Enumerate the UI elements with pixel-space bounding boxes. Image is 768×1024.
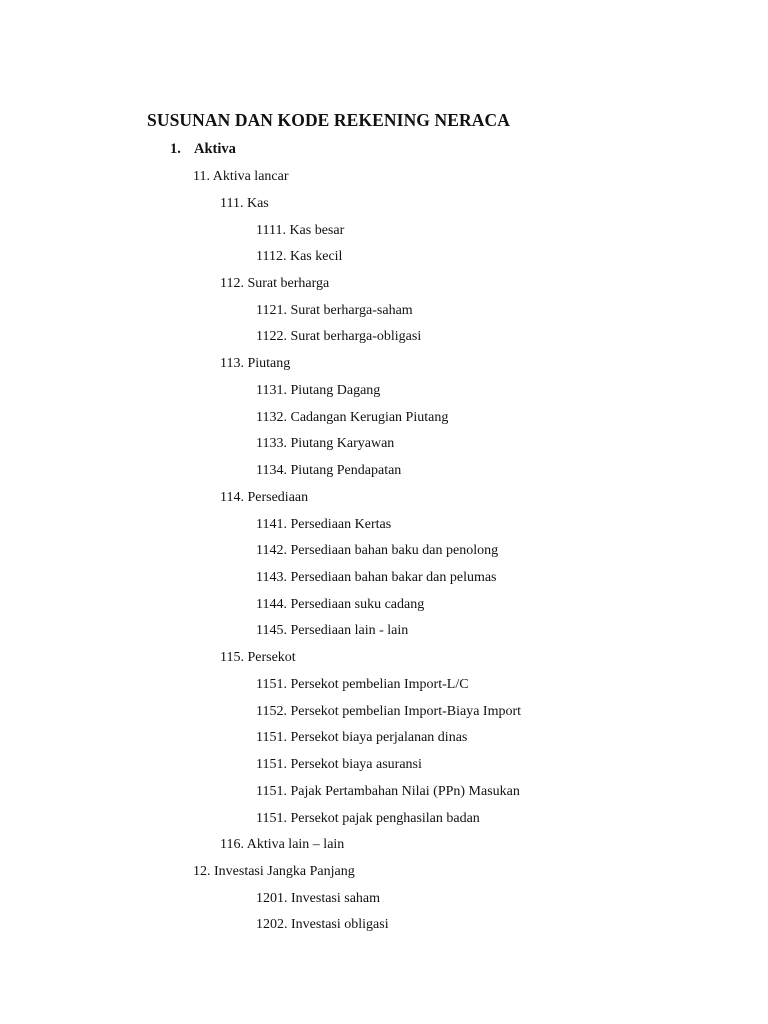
account-line-1151-c: 1151. Persekot biaya asuransi [256, 757, 422, 772]
section-heading [170, 141, 236, 158]
account-line-116: 116. Aktiva lain – lain [220, 837, 345, 852]
section-number: 1. [170, 141, 181, 157]
account-line-1134: 1134. Piutang Pendapatan [256, 463, 402, 478]
account-line-1122: 1122. Surat berharga-obligasi [256, 329, 422, 344]
account-line-1143: 1143. Persediaan bahan bakar dan pelumas [256, 570, 497, 585]
account-line-1142: 1142. Persediaan bahan baku dan penolong [256, 543, 499, 558]
document-title: SUSUNAN DAN KODE REKENING NERACA [147, 110, 510, 130]
account-line-1202: 1202. Investasi obligasi [256, 917, 389, 932]
account-line-1144: 1144. Persediaan suku cadang [256, 597, 425, 612]
account-line-12: 12. Investasi Jangka Panjang [193, 864, 355, 879]
account-line-1111: 1111. Kas besar [256, 223, 345, 238]
account-line-1152: 1152. Persekot pembelian Import-Biaya Import [256, 704, 522, 719]
account-line-1151-d: 1151. Pajak Pertambahan Nilai (PPn) Masukan [256, 784, 520, 799]
account-line-1201: 1201. Investasi saham [256, 891, 381, 906]
account-line-1151-b: 1151. Persekot biaya perjalanan dinas [256, 730, 468, 745]
account-line-1132: 1132. Cadangan Kerugian Piutang [256, 410, 449, 425]
account-line-1121: 1121. Surat berharga-saham [256, 303, 413, 318]
section-label: Aktiva [194, 141, 236, 157]
account-line-1151-a: 1151. Persekot pembelian Import-L/C [256, 677, 469, 692]
account-line-1112: 1112. Kas kecil [256, 249, 343, 264]
account-line-1131: 1131. Piutang Dagang [256, 383, 381, 398]
account-line-1151-e: 1151. Persekot pajak penghasilan badan [256, 811, 480, 826]
account-line-11: 11. Aktiva lancar [193, 169, 289, 184]
account-line-115: 115. Persekot [220, 650, 296, 665]
account-line-1133: 1133. Piutang Karyawan [256, 436, 395, 451]
account-line-111: 111. Kas [220, 196, 269, 211]
account-line-1141: 1141. Persediaan Kertas [256, 517, 392, 532]
account-line-113: 113. Piutang [220, 356, 291, 371]
account-line-114: 114. Persediaan [220, 490, 309, 505]
account-line-1145: 1145. Persediaan lain - lain [256, 623, 409, 638]
account-line-112: 112. Surat berharga [220, 276, 330, 291]
